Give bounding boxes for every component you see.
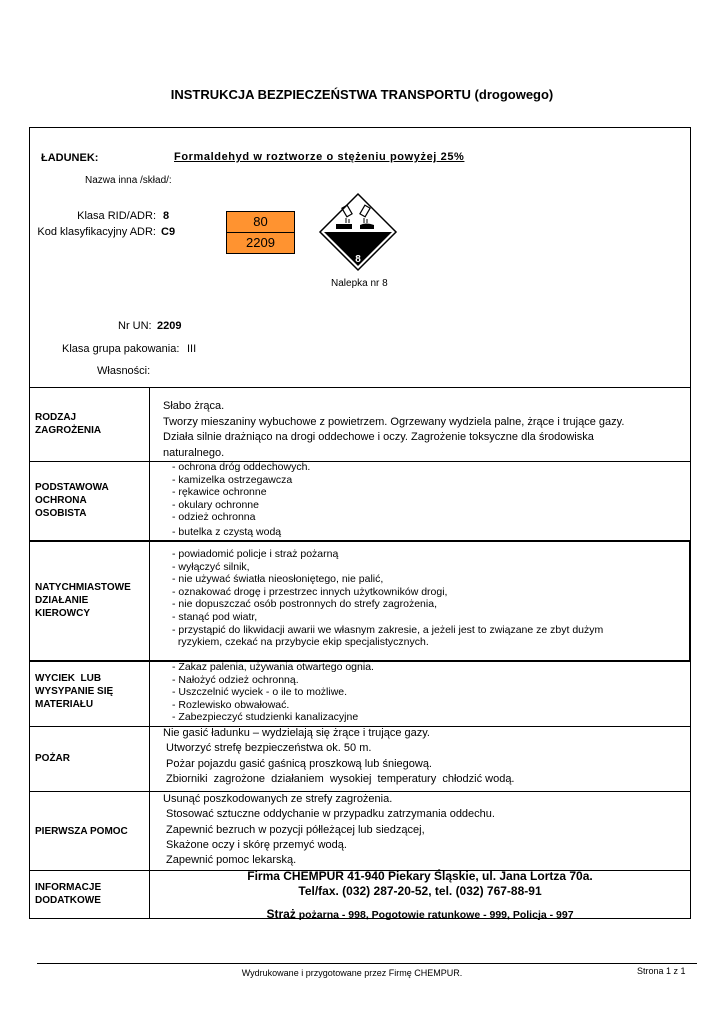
un-value: 2209 xyxy=(157,320,182,332)
protection-list xyxy=(172,461,310,539)
list-item: - Rozlewisko obwałować. xyxy=(172,698,290,711)
list-item: - Zakaz palenia, używania otwartego ognia. xyxy=(172,661,374,673)
other-name-label: Nazwa inna /skład/: xyxy=(85,175,172,186)
orange-hazard-plate xyxy=(226,211,295,254)
company-address: Firma CHEMPUR 41-940 Piekary Śląskie, ul. Jana Lortza 70a. xyxy=(247,869,593,883)
fire-section-label: POŻAR xyxy=(35,753,70,764)
driver-section-label: NATYCHMIASTOWE DZIAŁANIE KIEROWCY xyxy=(35,582,131,619)
list-item: - odzież ochronna xyxy=(172,511,256,524)
un-plate-number: 2209 xyxy=(246,235,275,250)
list-item: - butelka z czystą wodą xyxy=(172,525,282,538)
list-item: - stanąć pod wiatr, xyxy=(172,610,258,623)
driver-box-edge xyxy=(689,541,691,661)
list-item: - Uszczelnić wyciek - o ile to możliwe. xyxy=(172,686,348,699)
spill-list xyxy=(172,661,374,724)
fire-text: Nie gasić ładunku – wydzielają się żrące i trujące gazy. Utworzyć strefę bezpieczeństwa ok. 50 m. Pożar pojazdu gasić gaśnicą proszkową lub śniegową. Zbiorniki zagrożone działaniem wysokiej temperatury chłodzić wodą. xyxy=(163,727,515,785)
list-item: - Nałożyć odzież ochronną. xyxy=(172,673,299,686)
list-item: - okulary ochronne xyxy=(172,498,259,511)
company-phone: Tel/fax. (032) 287-20-52, tel. (032) 767-88-91 xyxy=(298,884,542,898)
list-item: - przystąpić do likwidacji awarii we własnym zakresie, a jeżeli jest to związane ze zbyt dużym xyxy=(172,623,604,636)
rid-class-label: Klasa RID/ADR: xyxy=(77,210,156,222)
list-item: - nie używać światła nieosłoniętego, nie palić, xyxy=(172,573,384,586)
list-item: - wyłączyć silnik, xyxy=(172,560,250,573)
divider xyxy=(29,461,691,462)
info-section-label: INFORMACJE DODATKOWE xyxy=(35,882,102,906)
hazard-text: Słabo żrąca. Tworzy mieszaniny wybuchowe z powietrzem. Ogrzewany wydziela palne, żrące i trujące gazy. Działa silnie drażniąco na drogi oddechowe i oczy. Zagrożenie toksyczne dla środowiska naturalnego. xyxy=(163,400,625,459)
protection-section-label: PODSTAWOWA OCHRONA OSOBISTA xyxy=(35,482,109,519)
corrosive-hazard-diamond-icon xyxy=(318,192,398,272)
cargo-label: ŁADUNEK: xyxy=(41,152,99,164)
divider xyxy=(29,540,691,542)
hazard-id-number: 80 xyxy=(253,214,268,229)
cargo-value: Formaldehyd w roztworze o stężeniu powyżej 25% xyxy=(174,151,465,163)
packing-group-label: Klasa grupa pakowania: xyxy=(62,343,180,355)
un-label: Nr UN: xyxy=(118,320,152,332)
page-title: INSTRUKCJA BEZPIECZEŃSTWA TRANSPORTU (drogowego) xyxy=(170,87,554,102)
column-divider xyxy=(149,387,150,919)
adr-code-value: C9 xyxy=(161,226,176,238)
adr-code-label: Kod klasyfikacyjny ADR: xyxy=(37,226,156,238)
page-number: Strona 1 z 1 xyxy=(637,966,686,976)
label-caption: Nalepka nr 8 xyxy=(331,278,388,289)
properties-label: Własności: xyxy=(97,365,151,377)
driver-action-list xyxy=(172,548,603,649)
emergency-numbers: Straż pożarna - 998, Pogotowie ratunkowe - 999, Policja - 997 xyxy=(266,907,574,921)
first-aid-section-label: PIERWSZA POMOC xyxy=(35,826,128,837)
list-item: - kamizelka ostrzegawcza xyxy=(172,473,293,486)
list-item: ryzykiem, czekać na przybycie ekip specjalistycznych. xyxy=(172,636,429,649)
list-item: - nie dopuszczać osób postronnych do strefy zagrożenia, xyxy=(172,598,437,611)
footer-divider xyxy=(37,963,697,964)
list-item: - Zabezpieczyć studzienki kanalizacyjne xyxy=(172,711,359,724)
first-aid-text: Usunąć poszkodowanych ze strefy zagrożenia. Stosować sztuczne oddychanie w przypadku zatrzymania oddechu. Zapewnić bezruch w pozycji półleżącej lub siedzącej, Skażone oczy i skórę przemyć wodą. Zapewnić pomoc lekarską. xyxy=(163,793,495,867)
rid-class-value: 8 xyxy=(163,210,170,222)
divider xyxy=(29,387,691,388)
list-item: - oznakować drogę i przestrzec innych użytkowników drogi, xyxy=(172,585,448,598)
spill-section-label: WYCIEK LUB WYSYPANIE SIĘ MATERIAŁU xyxy=(35,673,114,710)
list-item: - rękawice ochronne xyxy=(172,486,267,499)
hazard-section-label: RODZAJ ZAGROŻENIA xyxy=(35,412,102,436)
list-item: - ochrona dróg oddechowych. xyxy=(172,461,311,473)
packing-group-value: III xyxy=(187,343,197,355)
footer-printed-by: Wydrukowane i przygotowane przez Firmę CHEMPUR. xyxy=(241,968,463,978)
list-item: - powiadomić policje i straż pożarną xyxy=(172,548,339,560)
label-number: 8 xyxy=(355,254,361,265)
